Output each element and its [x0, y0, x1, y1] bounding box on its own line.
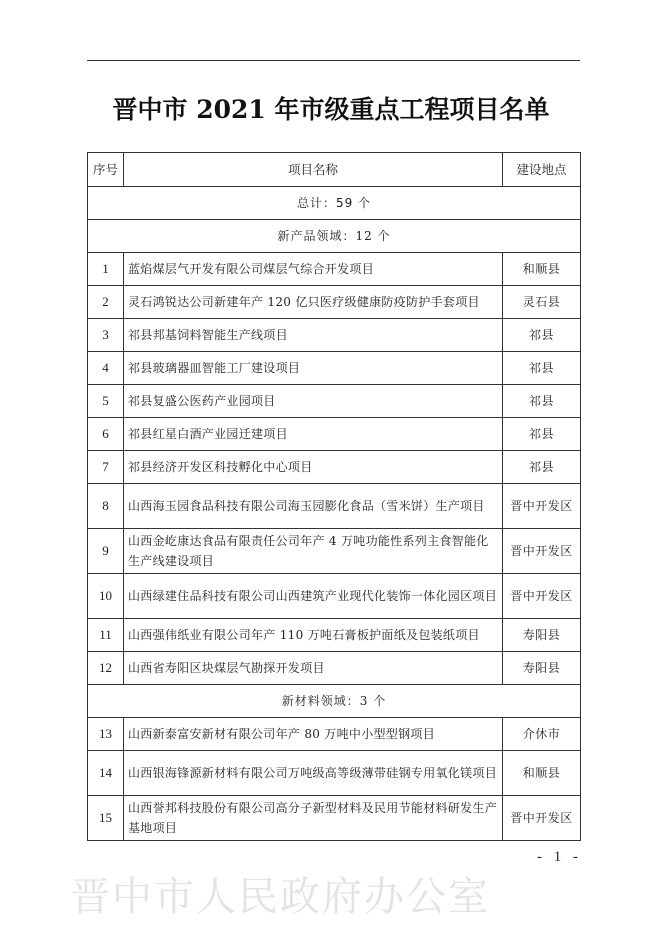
- page-number: - 1 -: [537, 849, 582, 865]
- project-location: 介休市: [503, 718, 581, 751]
- header-location: 建设地点: [503, 153, 581, 187]
- project-location: 晋中开发区: [503, 574, 581, 619]
- row-number: 7: [88, 451, 124, 484]
- project-name: 祁县邦基饲料智能生产线项目: [124, 319, 503, 352]
- project-name: 祁县复盛公医药产业园项目: [124, 385, 503, 418]
- project-name: 山西强伟纸业有限公司年产 110 万吨石膏板护面纸及包装纸项目: [124, 619, 503, 652]
- table-row: [88, 451, 581, 484]
- project-location: 晋中开发区: [503, 529, 581, 574]
- table-row: [88, 484, 581, 529]
- table-row: [88, 418, 581, 451]
- project-name: 山西誉邦科技股份有限公司高分子新型材料及民用节能材料研发生产基地项目: [124, 796, 503, 841]
- row-number: 11: [88, 619, 124, 652]
- project-location: 祁县: [503, 418, 581, 451]
- total-row: [88, 187, 581, 220]
- table-row: [88, 619, 581, 652]
- row-number: 8: [88, 484, 124, 529]
- project-location: 寿阳县: [503, 652, 581, 685]
- project-name: 蓝焰煤层气开发有限公司煤层气综合开发项目: [124, 253, 503, 286]
- table-row: [88, 253, 581, 286]
- project-location: 晋中开发区: [503, 484, 581, 529]
- row-number: 12: [88, 652, 124, 685]
- watermark: 晋中市人民政府办公室: [70, 874, 490, 920]
- project-name: 灵石鸿锐达公司新建年产 120 亿只医疗级健康防疫防护手套项目: [124, 286, 503, 319]
- row-number: 9: [88, 529, 124, 574]
- row-number: 14: [88, 751, 124, 796]
- project-location: 祁县: [503, 385, 581, 418]
- project-table: [87, 152, 581, 841]
- table-row: [88, 319, 581, 352]
- table-row: [88, 385, 581, 418]
- table-header-row: [88, 153, 581, 187]
- table-row: [88, 718, 581, 751]
- section-label: 新材料领域：3 个: [88, 685, 581, 718]
- project-location: 和顺县: [503, 751, 581, 796]
- project-name: 祁县经济开发区科技孵化中心项目: [124, 451, 503, 484]
- row-number: 4: [88, 352, 124, 385]
- section-row: [88, 685, 581, 718]
- project-location: 和顺县: [503, 253, 581, 286]
- row-number: 6: [88, 418, 124, 451]
- row-number: 5: [88, 385, 124, 418]
- project-location: 灵石县: [503, 286, 581, 319]
- project-location: 祁县: [503, 451, 581, 484]
- table-row: [88, 751, 581, 796]
- row-number: 1: [88, 253, 124, 286]
- project-name: 山西新泰富安新材有限公司年产 80 万吨中小型型钢项目: [124, 718, 503, 751]
- row-number: 2: [88, 286, 124, 319]
- row-number: 3: [88, 319, 124, 352]
- project-name: 山西绿建住品科技有限公司山西建筑产业现代化装饰一体化园区项目: [124, 574, 503, 619]
- project-name: 山西银海锋源新材料有限公司万吨级高等级薄带硅钢专用氧化镁项目: [124, 751, 503, 796]
- project-name: 祁县玻璃器皿智能工厂建设项目: [124, 352, 503, 385]
- header-rule: [87, 60, 580, 61]
- project-location: 祁县: [503, 352, 581, 385]
- page-title: 晋中市 2021 年市级重点工程项目名单: [112, 95, 550, 124]
- total-count: 总计：59 个: [88, 187, 581, 220]
- table-row: [88, 652, 581, 685]
- table-row: [88, 574, 581, 619]
- project-location: 晋中开发区: [503, 796, 581, 841]
- table-row: [88, 796, 581, 841]
- table-row: [88, 352, 581, 385]
- row-number: 13: [88, 718, 124, 751]
- section-row: [88, 220, 581, 253]
- header-name: 项目名称: [124, 153, 503, 187]
- header-no: 序号: [88, 153, 124, 187]
- project-location: 寿阳县: [503, 619, 581, 652]
- section-label: 新产品领域：12 个: [88, 220, 581, 253]
- row-number: 10: [88, 574, 124, 619]
- project-name: 祁县红星白酒产业园迁建项目: [124, 418, 503, 451]
- table-row: [88, 529, 581, 574]
- project-name: 山西金屹康达食品有限责任公司年产 4 万吨功能性系列主食智能化生产线建设项目: [124, 529, 503, 574]
- project-location: 祁县: [503, 319, 581, 352]
- row-number: 15: [88, 796, 124, 841]
- project-name: 山西海玉园食品科技有限公司海玉园膨化食品（雪米饼）生产项目: [124, 484, 503, 529]
- project-name: 山西省寿阳区块煤层气勘探开发项目: [124, 652, 503, 685]
- table-row: [88, 286, 581, 319]
